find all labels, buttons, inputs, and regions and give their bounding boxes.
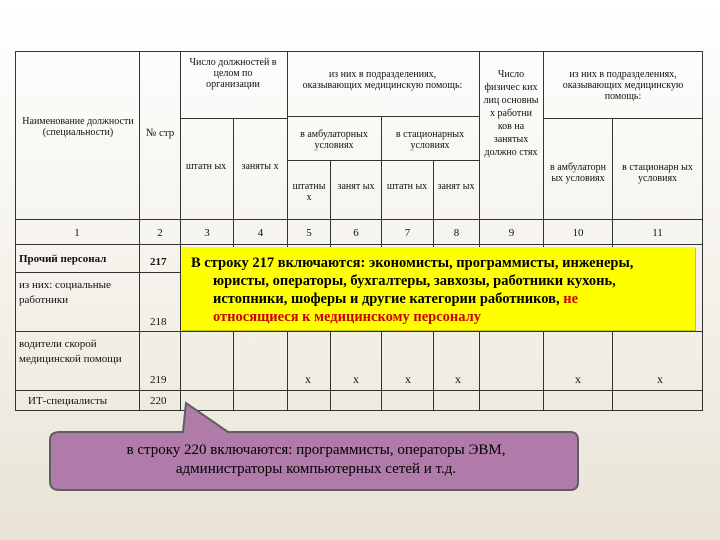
header-ambulatory: в амбулаторных условиях <box>300 129 368 151</box>
row-label-other-staff: Прочий персонал <box>19 253 107 265</box>
column-number: 6 <box>353 227 359 239</box>
column-number: 3 <box>204 227 210 239</box>
column-number: 11 <box>652 227 663 239</box>
header-occupied-ambulatory: занят ых <box>337 181 375 192</box>
column-number: 9 <box>508 227 515 239</box>
x-mark: х <box>353 372 359 386</box>
note-217-line-4: относящиеся к медицинскому персоналу <box>213 309 482 325</box>
column-number: 2 <box>157 227 163 239</box>
row-number: 218 <box>150 316 167 328</box>
note-row-220 <box>50 432 582 490</box>
header-ambulatory-2: в амбулаторн ых условиях <box>549 162 606 184</box>
x-mark: х <box>405 372 411 386</box>
x-mark: х <box>455 372 461 386</box>
row-number: 220 <box>150 395 167 407</box>
x-mark: х <box>657 372 663 386</box>
header-positions: Число должностей в целом по организации <box>189 57 277 90</box>
header-staffed-inpatient: штатн ых <box>386 181 428 192</box>
header-row-number: № стр <box>145 127 175 139</box>
header-staffed-ambulatory: штатны х <box>292 181 326 203</box>
column-number: 10 <box>572 227 584 239</box>
note-220-line-2: администраторы компьютерных сетей и т.д. <box>175 461 457 477</box>
header-occupied-inpatient: занят ых <box>437 181 475 192</box>
header-inpatient: в стационарных условиях <box>395 129 465 151</box>
note-217-line-2: юристы, операторы, бухгалтеры, завхозы, работники кухонь, <box>213 273 616 289</box>
note-217-line-3-text: истопники, шоферы и другие категории работников, <box>213 291 560 307</box>
column-number: 1 <box>74 227 80 239</box>
header-departments: из них в подразделениях, оказывающих медицинскую помощь: <box>302 69 463 91</box>
note-217-emphasis: не <box>563 291 579 307</box>
row-label-ambulance-drivers: водители скорой медицинской помощи <box>19 338 122 365</box>
header-name: Наименование должности (специальности) <box>22 116 134 138</box>
note-217-line-1: В строку 217 включаются: экономисты, программисты, инженеры, <box>191 255 634 271</box>
x-mark: х <box>305 372 311 386</box>
column-number: 8 <box>453 227 460 239</box>
header-departments-2: из них в подразделениях, оказывающих медицинскую помощь: <box>562 69 684 102</box>
column-number: 5 <box>306 227 312 239</box>
x-mark: х <box>575 372 581 386</box>
header-occupied: заняты х <box>241 161 279 172</box>
row-number: 219 <box>150 374 167 386</box>
row-number: 217 <box>150 256 167 268</box>
header-staffed: штатн ых <box>185 161 227 172</box>
note-220-line-1: в строку 220 включаются: программисты, операторы ЭВМ, <box>126 442 506 458</box>
row-label-it-specialists: ИТ-специалисты <box>28 395 108 407</box>
column-number: 4 <box>257 227 264 239</box>
header-inpatient-2: в стационарн ых условиях <box>622 162 693 184</box>
header-persons: Число физичес ких лиц основны х работни ков на занятых должно стях <box>483 69 539 158</box>
column-number: 7 <box>404 227 411 239</box>
row-label-social-workers: из них: социальные работники <box>19 279 111 306</box>
